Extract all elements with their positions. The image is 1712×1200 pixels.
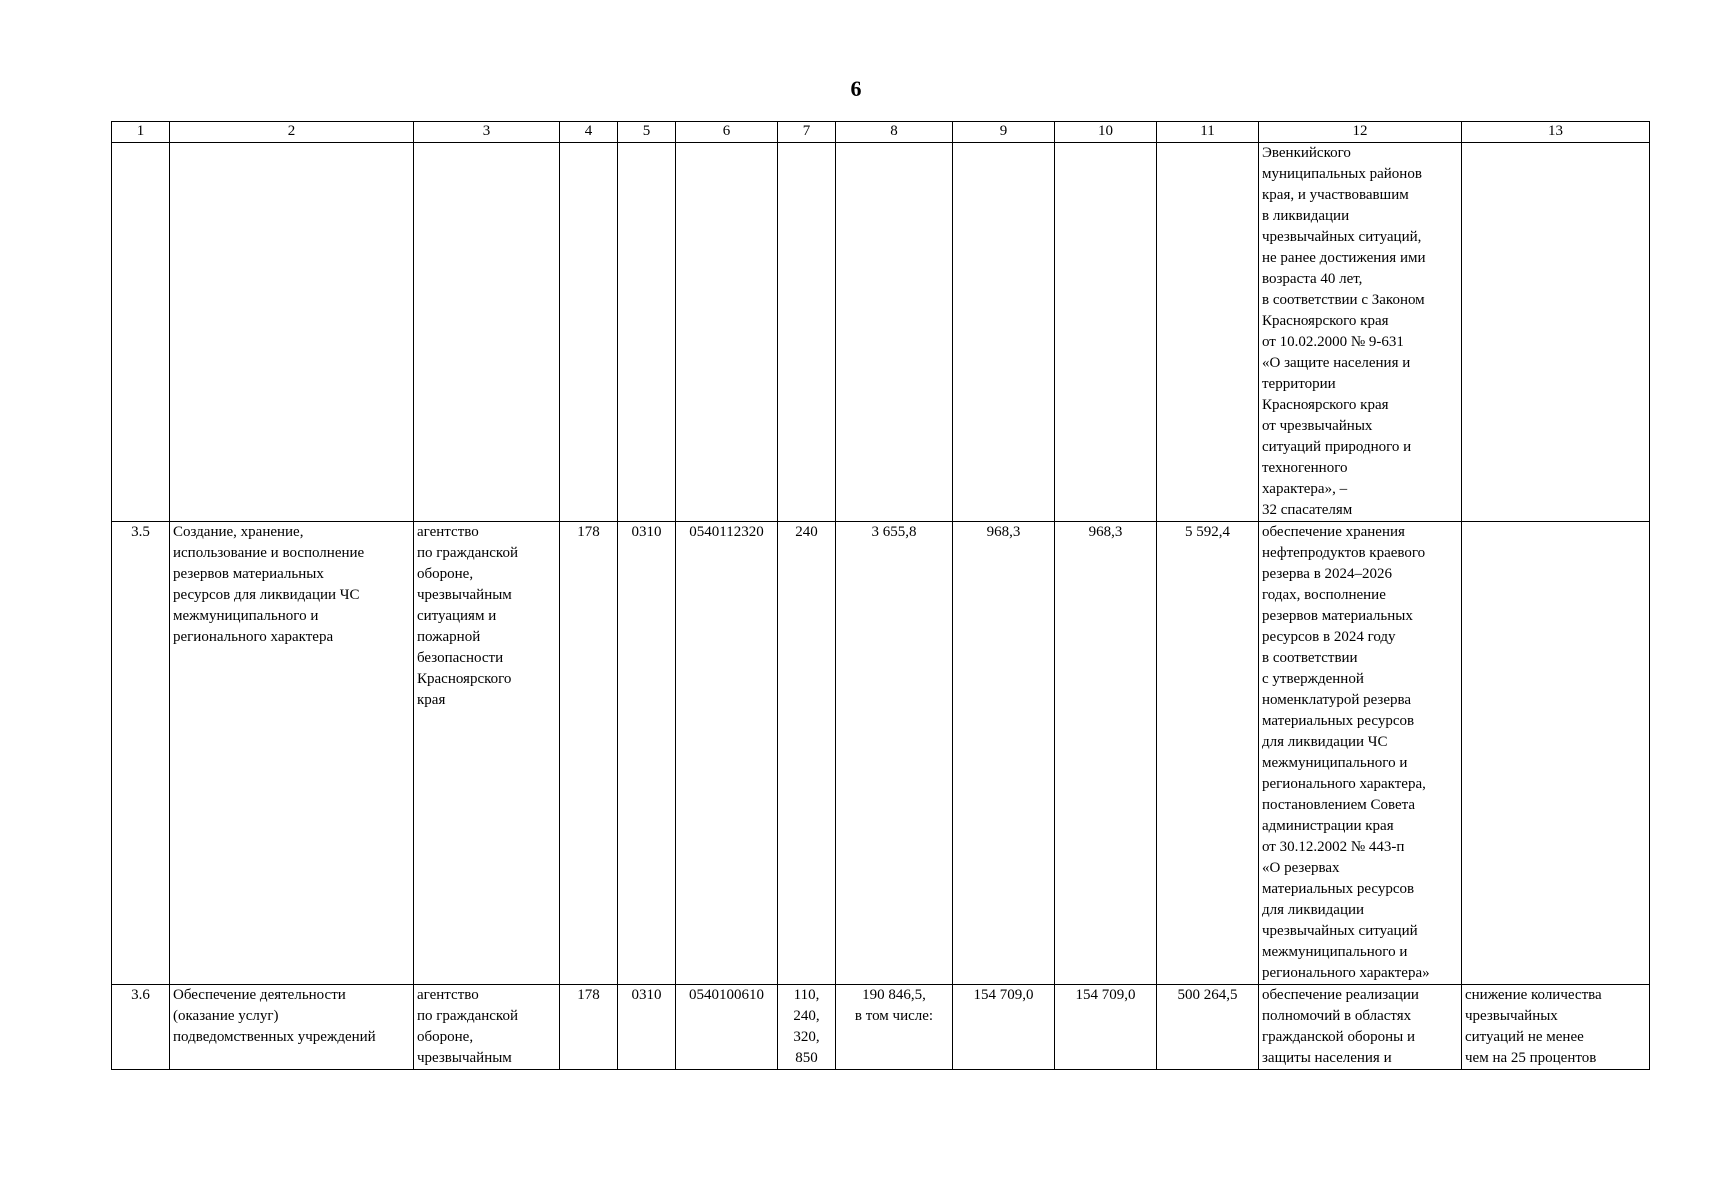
cell-line: возраста 40 лет, xyxy=(1262,271,1363,287)
column-number-row xyxy=(112,122,1650,143)
row-number-cell: 3.6 xyxy=(112,985,170,1070)
page-number: 6 xyxy=(850,76,862,101)
cell-line: полномочий в областях xyxy=(1262,1008,1412,1024)
cell-line: использование и восполнение xyxy=(173,545,365,561)
cell-line: ресурсов для ликвидации ЧС xyxy=(173,587,360,603)
cell-line: «О резервах xyxy=(1262,860,1340,876)
cell-line: в соответствии xyxy=(1262,650,1358,666)
indicator-impact-cell xyxy=(1462,522,1650,985)
cell-line: гражданской обороны и xyxy=(1262,1029,1415,1045)
event-name-cell xyxy=(170,522,414,985)
cell-line: Красноярского края xyxy=(1262,313,1389,329)
indicator-impact-cell xyxy=(1462,985,1650,1070)
cell-line: материальных ресурсов xyxy=(1262,713,1415,729)
header-cell: 1 xyxy=(112,122,170,143)
event-name-cell xyxy=(170,985,414,1070)
section-code-cell: 0310 xyxy=(618,522,676,985)
gbrs-code-cell: 178 xyxy=(560,985,618,1070)
year-2025-cell: 968,3 xyxy=(953,522,1055,985)
cell-line: постановлением Совета xyxy=(1262,797,1416,813)
cell-line: 32 спасателям xyxy=(1262,502,1353,518)
target-article-cell: 0540112320 xyxy=(676,522,778,985)
section-code-cell xyxy=(618,143,676,522)
cell-line: межмуниципального и xyxy=(1262,944,1408,960)
cell-line: годах, восполнение xyxy=(1262,587,1386,603)
year-2024-cell xyxy=(836,143,953,522)
expense-type-cell: 240 xyxy=(778,522,836,985)
program-table xyxy=(111,121,1650,1070)
cell-line: межмуниципального и xyxy=(1262,755,1408,771)
cell-line: чрезвычайным xyxy=(417,1050,512,1066)
cell-line: ситуациям и xyxy=(417,608,497,624)
cell-line: 110, xyxy=(793,987,820,1003)
cell-line: резервов материальных xyxy=(1262,608,1413,624)
year-2025-cell: 154 709,0 xyxy=(953,985,1055,1070)
gbrs-code-cell: 178 xyxy=(560,522,618,985)
cell-line: в том числе: xyxy=(854,1008,934,1024)
cell-line: подведомственных учреждений xyxy=(173,1029,376,1045)
cell-line: обеспечение хранения xyxy=(1262,524,1405,540)
total-cell xyxy=(1157,143,1259,522)
cell-line: ситуаций не менее xyxy=(1465,1029,1584,1045)
cell-line: номенклатурой резерва xyxy=(1262,692,1412,708)
cell-line: характера», – xyxy=(1262,481,1348,497)
row-number-cell: 3.5 xyxy=(112,522,170,985)
header-cell: 6 xyxy=(676,122,778,143)
header-cell: 7 xyxy=(778,122,836,143)
expected-result-cell xyxy=(1259,985,1462,1070)
row-number-cell xyxy=(112,143,170,522)
expected-result-cell xyxy=(1259,522,1462,985)
header-cell: 13 xyxy=(1462,122,1650,143)
cell-line: 320, xyxy=(793,1029,820,1045)
total-cell: 500 264,5 xyxy=(1157,985,1259,1070)
table-row xyxy=(112,522,1650,985)
year-2026-cell xyxy=(1055,143,1157,522)
cell-line: края xyxy=(417,692,446,708)
cell-line: чрезвычайным xyxy=(417,587,512,603)
year-2024-cell xyxy=(836,985,953,1070)
cell-line: регионального характера xyxy=(173,629,334,645)
cell-line: резервов материальных xyxy=(173,566,324,582)
header-cell: 8 xyxy=(836,122,953,143)
cell-line: агентство xyxy=(417,987,479,1003)
cell-line: регионального характера, xyxy=(1262,776,1426,792)
cell-line: пожарной xyxy=(417,629,481,645)
header-cell: 5 xyxy=(618,122,676,143)
year-2025-cell xyxy=(953,143,1055,522)
year-2024-cell: 3 655,8 xyxy=(836,522,953,985)
cell-line: 240, xyxy=(793,1008,820,1024)
cell-line: 850 xyxy=(795,1050,818,1066)
cell-line: территории xyxy=(1262,376,1336,392)
cell-line: с утвержденной xyxy=(1262,671,1364,687)
target-article-cell xyxy=(676,143,778,522)
expected-result-cell xyxy=(1259,143,1462,522)
cell-line: в соответствии с Законом xyxy=(1262,292,1425,308)
cell-line: чем на 25 процентов xyxy=(1465,1050,1597,1066)
header-cell: 9 xyxy=(953,122,1055,143)
year-2026-cell: 154 709,0 xyxy=(1055,985,1157,1070)
cell-line: администрации края xyxy=(1262,818,1394,834)
header-cell: 4 xyxy=(560,122,618,143)
event-name-cell xyxy=(170,143,414,522)
cell-line: межмуниципального и xyxy=(173,608,319,624)
cell-line: нефтепродуктов краевого xyxy=(1262,545,1426,561)
cell-line: агентство xyxy=(417,524,479,540)
cell-line: от 30.12.2002 № 443-п xyxy=(1262,839,1405,855)
gbrs-code-cell xyxy=(560,143,618,522)
cell-line: защиты населения и xyxy=(1262,1050,1392,1066)
cell-line: для ликвидации ЧС xyxy=(1262,734,1388,750)
cell-line: Создание, хранение, xyxy=(173,524,304,540)
target-article-cell: 0540100610 xyxy=(676,985,778,1070)
table-row xyxy=(112,143,1650,522)
cell-line: обеспечение реализации xyxy=(1262,987,1419,1003)
section-code-cell: 0310 xyxy=(618,985,676,1070)
cell-line: Обеспечение деятельности xyxy=(173,987,346,1003)
cell-line: чрезвычайных ситуаций, xyxy=(1262,229,1422,245)
cell-line: чрезвычайных xyxy=(1465,1008,1558,1024)
cell-line: от чрезвычайных xyxy=(1262,418,1373,434)
header-cell: 12 xyxy=(1259,122,1462,143)
header-cell: 2 xyxy=(170,122,414,143)
cell-line: (оказание услуг) xyxy=(173,1008,279,1024)
expense-type-cell xyxy=(778,143,836,522)
cell-line: по гражданской xyxy=(417,545,518,561)
cell-line: Красноярского края xyxy=(1262,397,1389,413)
cell-line: края, и участвовавшим xyxy=(1262,187,1409,203)
table-row xyxy=(112,985,1650,1070)
cell-line: 190 846,5, xyxy=(862,987,926,1003)
year-2026-cell: 968,3 xyxy=(1055,522,1157,985)
cell-line: снижение количества xyxy=(1465,987,1602,1003)
executor-cell xyxy=(414,143,560,522)
cell-line: в ликвидации xyxy=(1262,208,1350,224)
cell-line: регионального характера» xyxy=(1262,965,1430,981)
header-cell: 11 xyxy=(1157,122,1259,143)
cell-line: ресурсов в 2024 году xyxy=(1262,629,1396,645)
cell-line: обороне, xyxy=(417,1029,474,1045)
header-cell: 10 xyxy=(1055,122,1157,143)
cell-line: резерва в 2024–2026 xyxy=(1262,566,1393,582)
cell-line: Эвенкийского xyxy=(1262,145,1351,161)
executor-cell xyxy=(414,522,560,985)
cell-line: Красноярского xyxy=(417,671,512,687)
header-cell: 3 xyxy=(414,122,560,143)
cell-line: материальных ресурсов xyxy=(1262,881,1415,897)
indicator-impact-cell xyxy=(1462,143,1650,522)
cell-line: не ранее достижения ими xyxy=(1262,250,1426,266)
cell-line: «О защите населения и xyxy=(1262,355,1411,371)
cell-line: ситуаций природного и xyxy=(1262,439,1412,455)
cell-line: муниципальных районов xyxy=(1262,166,1422,182)
cell-line: для ликвидации xyxy=(1262,902,1365,918)
expense-type-cell xyxy=(778,985,836,1070)
cell-line: безопасности xyxy=(417,650,504,666)
cell-line: по гражданской xyxy=(417,1008,518,1024)
cell-line: техногенного xyxy=(1262,460,1348,476)
cell-line: обороне, xyxy=(417,566,474,582)
executor-cell xyxy=(414,985,560,1070)
cell-line: от 10.02.2000 № 9-631 xyxy=(1262,334,1404,350)
cell-line: чрезвычайных ситуаций xyxy=(1262,923,1418,939)
total-cell: 5 592,4 xyxy=(1157,522,1259,985)
